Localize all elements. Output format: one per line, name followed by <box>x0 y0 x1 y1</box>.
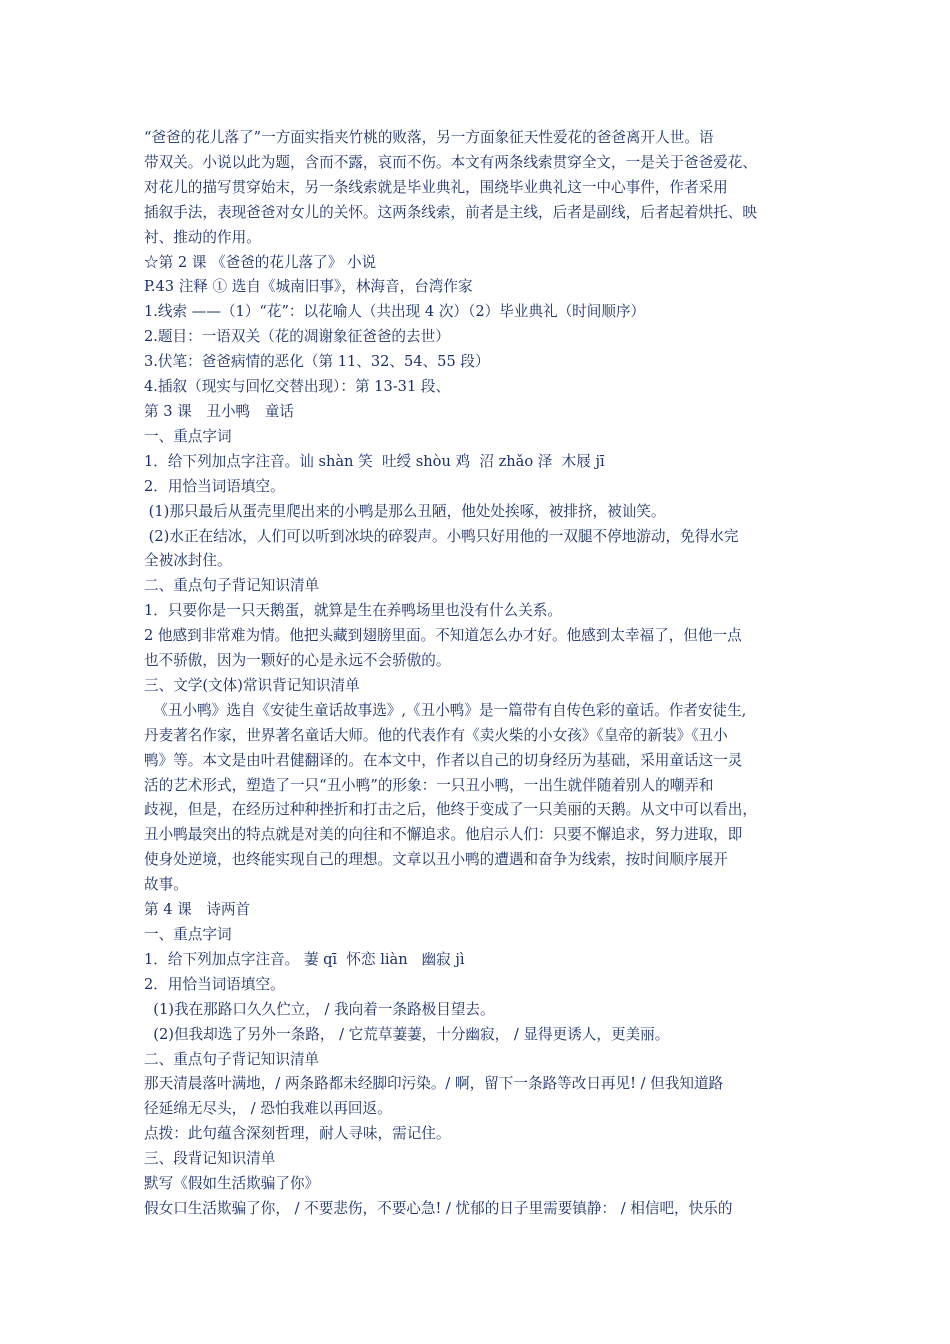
text-line: 衬、推动的作用。 <box>144 228 261 246</box>
text-line: 鸭》等。本文是由叶君健翻译的。在本文中，作者以自己的切身经历为基础，采用童话这一灵 <box>144 751 743 769</box>
text-line: 插叙手法，表现爸爸对女儿的关怀。这两条线索，前者是主线，后者是副线，后者起着烘托、映 <box>144 203 757 221</box>
text-line: 故事。 <box>144 876 188 894</box>
text-line: 三、文学(文体)常识背记知识清单 <box>144 676 360 694</box>
text-line: 丹麦著名作家，世界著名童话大师。他的代表作有《卖火柴的小女孩》《皇帝的新装》《丑小 <box>144 726 728 744</box>
text-line: 带双关。小说以此为题，含而不露，哀而不伤。本文有两条线索贯穿全文，一是关于爸爸爱花、 <box>144 153 757 171</box>
text-line: (2)水正在结冰，人们可以听到冰块的碎裂声。小鸭只好用他的一双腿不停地游动，免得水完 <box>144 527 739 545</box>
document-page <box>144 126 814 1222</box>
text-line: 使身处逆境，也终能实现自己的理想。文章以丑小鸭的遭遇和奋争为线索，按时间顺序展开 <box>144 851 728 869</box>
text-line: 《丑小鸭》选自《安徒生童话故事选》,《丑小鸭》是一篇带有自传色彩的童话。作者安徒生, <box>144 701 747 719</box>
text-line: 1．只要你是一只天鹅蛋，就算是生在养鸭场里也没有什么关系。 <box>144 602 562 620</box>
text-line: 假女口生活欺骗了你， / 不要悲伤，不要心急! / 忧郁的日子里需要镇静： / 相信吧，快乐的 <box>144 1199 733 1217</box>
text-line: 二、重点句子背记知识清单 <box>144 1050 320 1068</box>
text-line: ☆第 2 课 《爸爸的花儿落了》 小说 <box>144 253 377 271</box>
text-line: 点拨：此句蕴含深刻哲理，耐人寻味，需记住。 <box>144 1125 451 1143</box>
text-line: 一、重点字词 <box>144 427 232 445</box>
text-line: (1)那只最后从蛋壳里爬出来的小鸭是那么丑陋，他处处挨啄，被排挤，被讪笑。 <box>144 502 666 520</box>
text-line: 2．用恰当词语填空。 <box>144 975 285 993</box>
text-line: “爸爸的花儿落了”一方面实指夹竹桃的败落，另一方面象征天性爱花的爸爸离开人世。语 <box>144 129 714 146</box>
text-line: 第 4 课 诗两首 <box>144 901 251 919</box>
text-line: 径延绵无尽头， / 恐怕我难以再回返。 <box>144 1100 392 1118</box>
text-line: 一、重点字词 <box>144 926 232 943</box>
text-line: 1．给下列加点字注音。讪 shàn 笑 吐绶 shòu 鸡 沼 zhǎo 泽 木屐 jī <box>144 452 605 470</box>
text-line: 全被冰封住。 <box>144 552 232 570</box>
text-line: (2)但我却选了另外一条路， / 它荒草萋萋，十分幽寂， / 显得更诱人，更美丽。 <box>144 1025 670 1043</box>
text-line: 1.线索 ——（1）“花”：以花喻人（共出现 4 次）（2）毕业典礼（时间顺序） <box>144 303 646 321</box>
text-line: 2 他感到非常难为情。他把头藏到翅膀里面。不知道怎么办才好。他感到太幸福了，但他一点 <box>144 627 742 645</box>
text-line: 那天清晨落叶满地，/ 两条路都未经脚印污染。/ 啊，留下一条路等改日再见! / 但我知道路 <box>144 1075 724 1093</box>
text-line: 活的艺术形式，塑造了一只“丑小鸭”的形象：一只丑小鸭，一出生就伴随着别人的嘲弄和 <box>144 776 714 794</box>
text-line: 二、重点句子背记知识清单 <box>144 577 320 595</box>
text-line: 2．用恰当词语填空。 <box>144 477 285 495</box>
text-line: 歧视，但是，在经历过种种挫折和打击之后，他终于变成了一只美丽的天鹅。从文中可以看出， <box>144 801 757 819</box>
text-line: (1)我在那路口久久伫立， / 我向着一条路极目望去。 <box>144 1000 495 1018</box>
text-line: P.43 注释 ① 选自《城南旧事》，林海音，台湾作家 <box>144 278 473 296</box>
text-line: 三、段背记知识清单 <box>144 1150 276 1168</box>
text-line: 3.伏笔：爸爸病情的恶化（第 11、32、54、55 段） <box>144 353 490 371</box>
text-line: 2.题目：一语双关（花的凋谢象征爸爸的去世） <box>144 328 450 346</box>
text-line: 对花儿的描写贯穿始末，另一条线索就是毕业典礼，围绕毕业典礼这一中心事件，作者采用 <box>144 178 728 196</box>
text-line: 4.插叙（现实与回忆交替出现）：第 13-31 段、 <box>144 378 451 396</box>
text-line: 第 3 课 丑小鸭 童话 <box>144 402 294 420</box>
text-line: 默写《假如生活欺骗了你》 <box>144 1175 320 1193</box>
text-line: 丑小鸭最突出的特点就是对美的向往和不懈追求。他启示人们：只要不懈追求，努力进取，即 <box>144 826 743 844</box>
text-line: 1．给下列加点字注音。 萋 qī 怀恋 liàn 幽寂 jì <box>144 950 465 968</box>
text-line: 也不骄傲，因为一颗好的心是永远不会骄傲的。 <box>144 652 451 670</box>
